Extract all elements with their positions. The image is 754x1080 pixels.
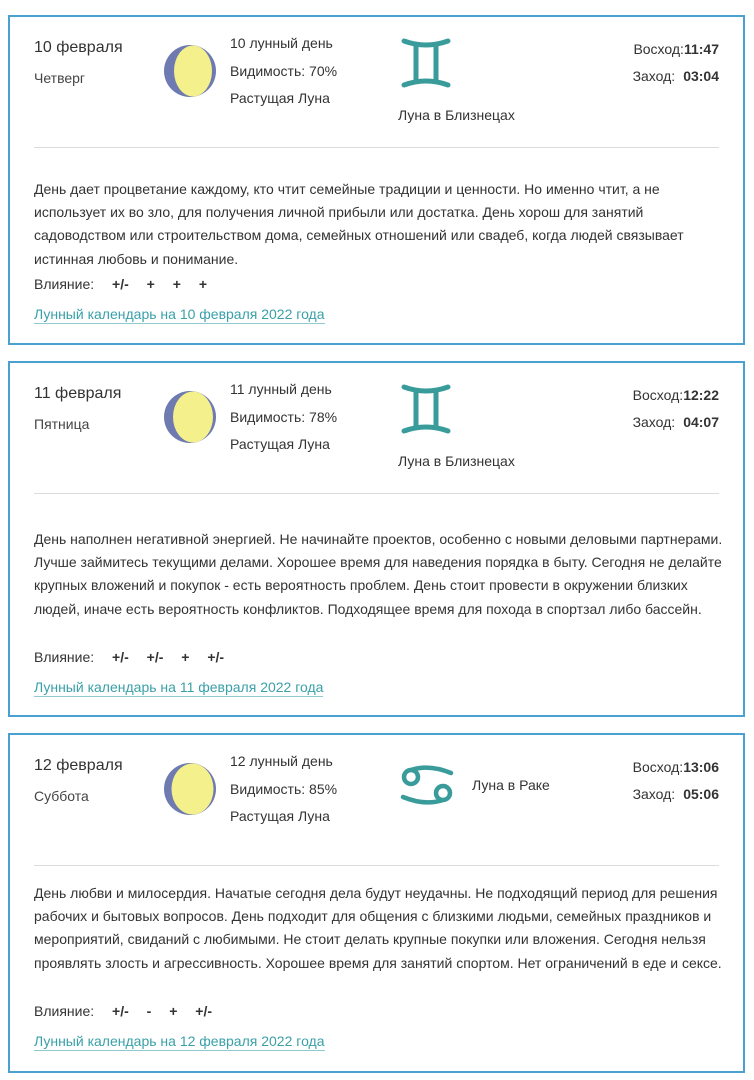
moonset-time: 05:06 <box>683 786 719 802</box>
moon-visibility: Видимость: 85% <box>230 781 338 797</box>
influence-mark: - <box>146 1003 152 1019</box>
weekday-label: Пятница <box>34 416 90 432</box>
influence-label: Влияние: <box>34 649 95 665</box>
day-card <box>8 15 745 345</box>
influence-mark: + <box>169 1003 178 1019</box>
moonset-label: Заход: <box>632 414 676 430</box>
cancer-icon <box>397 765 457 805</box>
moon-visibility: Видимость: 78% <box>230 409 338 425</box>
moonrise-label: Восход: <box>633 41 684 57</box>
day-description: День наполнен негативной энергией. Не начинайте проектов, особенно с новыми деловыми партнерами. Лучше займитесь текущими делами. Хорошее время для наведения порядка в быту. Сегодня не делайте крупных вложений и покупок - есть вероятность проблем. День стоит провести в окружении близких людей, иначе есть вероятность конфликтов. Подходящее время для похода в спортзал либо бассейн. <box>34 531 723 617</box>
moonset <box>633 68 719 84</box>
gemini-icon <box>400 381 452 437</box>
influence-mark: + <box>181 649 190 665</box>
moon-visibility: Видимость: 70% <box>230 63 338 79</box>
influence-mark: + <box>198 276 207 292</box>
gemini-icon <box>400 35 452 91</box>
moon-phase-icon <box>163 762 217 816</box>
day-card-header <box>10 735 743 865</box>
divider <box>34 865 719 866</box>
moonrise-time: 11:47 <box>683 41 719 57</box>
moonrise-time: 13:06 <box>683 759 719 775</box>
moon-phase: Растущая Луна <box>230 90 330 106</box>
influence-label: Влияние: <box>34 1003 95 1019</box>
weekday-label: Четверг <box>34 70 86 86</box>
zodiac-label: Луна в Близнецах <box>398 453 515 469</box>
moon-phase: Растущая Луна <box>230 808 330 824</box>
moonrise <box>633 41 719 57</box>
moonset-time: 03:04 <box>683 68 719 84</box>
influence-label: Влияние: <box>34 276 95 292</box>
date-label: 12 февраля <box>34 757 123 774</box>
influence-mark: + <box>172 276 181 292</box>
influence-row <box>34 1003 212 1019</box>
zodiac-label: Луна в Близнецах <box>398 107 515 123</box>
day-description: День дает процветание каждому, кто чтит семейные традиции и ценности. Но именно чтит, а не использует их во зло, для получения личной прибыли или достатка. День хорош для занятий садоводством или строительством дома, семейных отношений или свадеб, когда людей связывает истинная любовь и понимание. <box>34 181 684 267</box>
divider <box>34 147 719 148</box>
moonset-time: 04:07 <box>683 414 719 430</box>
influence-mark: +/- <box>195 1003 213 1019</box>
moonrise <box>633 387 719 403</box>
moonrise-label: Восход: <box>632 759 684 775</box>
day-calendar-link[interactable]: Лунный календарь на 10 февраля 2022 года <box>34 306 325 322</box>
day-card-header <box>10 17 743 147</box>
moonrise-time: 12:22 <box>683 387 719 403</box>
moonrise <box>633 759 719 775</box>
day-card <box>8 733 745 1073</box>
lunar-day: 10 лунный день <box>230 35 333 51</box>
influence-mark: +/- <box>112 1003 129 1019</box>
divider <box>34 493 719 494</box>
date-label: 11 февраля <box>34 385 122 402</box>
day-calendar-link[interactable]: Лунный календарь на 11 февраля 2022 года <box>34 679 324 695</box>
lunar-day: 11 лунный день <box>230 381 332 397</box>
moon-phase: Растущая Луна <box>230 436 330 452</box>
day-card <box>8 361 745 717</box>
date-label: 10 февраля <box>34 39 123 56</box>
moonrise-label: Восход: <box>632 387 684 403</box>
weekday-label: Суббота <box>34 788 89 804</box>
day-description: День любви и милосердия. Начатые сегодня дела будут неудачны. Не подходящий период для решения рабочих и бытовых вопросов. День подходит для общения с близкими людьми, семейных праздников и мероприятий, свиданий с любимыми. Не стоит делать крупные покупки или вложения. Сегодня нельзя проявлять злость и агрессивность. Хорошее время для занятий спортом. Нет ограничений в еде и сексе. <box>34 885 722 971</box>
day-card-header <box>10 363 743 493</box>
moonset <box>633 414 719 430</box>
influence-mark: +/- <box>146 649 164 665</box>
moonset <box>633 786 719 802</box>
lunar-day: 12 лунный день <box>230 753 333 769</box>
moon-phase-icon <box>163 44 217 98</box>
influence-row <box>34 276 207 292</box>
influence-mark: +/- <box>112 276 129 292</box>
influence-mark: +/- <box>207 649 225 665</box>
moon-phase-icon <box>163 390 217 444</box>
day-calendar-link[interactable]: Лунный календарь на 12 февраля 2022 года <box>34 1033 325 1049</box>
moonset-label: Заход: <box>632 68 676 84</box>
zodiac-label: Луна в Раке <box>472 777 550 793</box>
influence-mark: + <box>146 276 155 292</box>
influence-mark: +/- <box>112 649 129 665</box>
moonset-label: Заход: <box>632 786 676 802</box>
influence-row <box>34 649 224 665</box>
